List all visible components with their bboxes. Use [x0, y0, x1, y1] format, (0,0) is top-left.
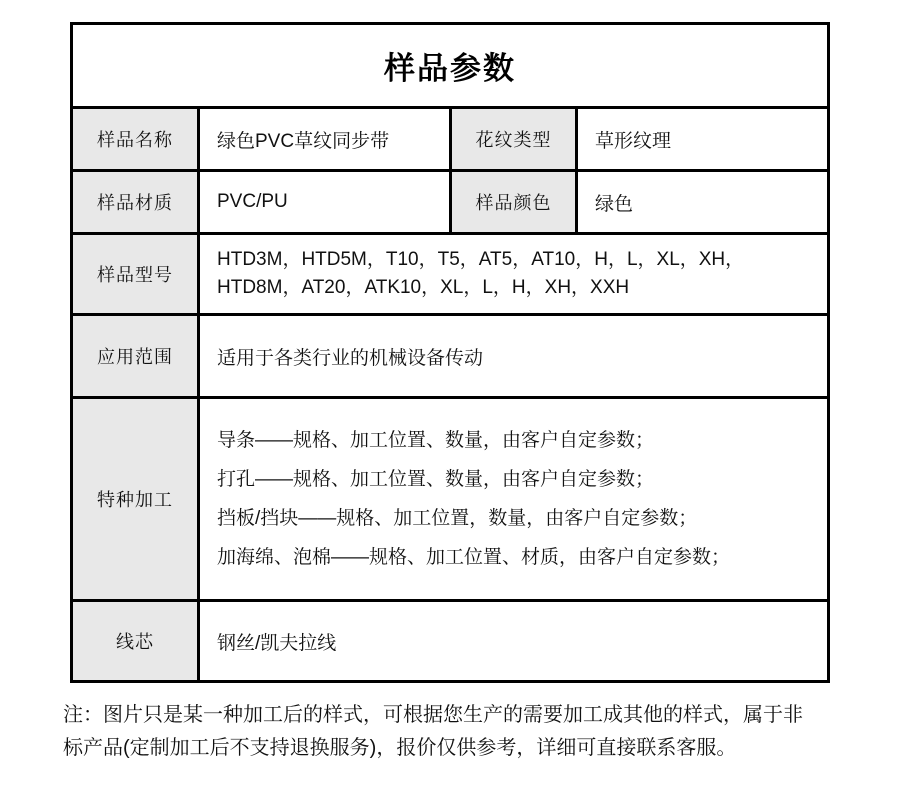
label-special-processing: 特种加工	[73, 399, 197, 599]
label-sample-model: 样品型号	[73, 235, 197, 313]
value-sample-model	[200, 235, 827, 313]
value-special-processing	[200, 399, 827, 599]
note-text	[63, 699, 853, 765]
label-application-scope: 应用范围	[73, 316, 197, 396]
table-title: 样品参数	[73, 25, 827, 106]
processing-line-1: 导条——规格、加工位置、数量，由客户自定参数；	[217, 430, 655, 451]
value-sample-color: 绿色	[578, 172, 827, 232]
value-wire-core: 钢丝/凯夫拉线	[200, 602, 827, 680]
label-sample-material: 样品材质	[73, 172, 197, 232]
label-sample-color: 样品颜色	[452, 172, 575, 232]
value-sample-material: PVC/PU	[200, 172, 449, 232]
label-pattern-type: 花纹类型	[452, 109, 575, 169]
label-wire-core: 线芯	[73, 602, 197, 680]
model-line-2: HTD8M，AT20，ATK10，XL，L，H，XH，XXH	[217, 277, 630, 298]
processing-line-3: 挡板/挡块——规格、加工位置，数量，由客户自定参数；	[217, 508, 698, 529]
value-application-scope: 适用于各类行业的机械设备传动	[200, 316, 827, 396]
note-line-1: 注：图片只是某一种加工后的样式，可根据您生产的需要加工成其他的样式，属于非	[63, 704, 803, 726]
model-line-1: HTD3M，HTD5M，T10，T5，AT5，AT10，H，L，XL，XH，	[217, 249, 745, 270]
value-pattern-type: 草形纹理	[578, 109, 827, 169]
value-sample-name: 绿色PVC草纹同步带	[200, 109, 449, 169]
note-line-2: 标产品(定制加工后不支持退换服务)，报价仅供参考，详细可直接联系客服。	[63, 737, 737, 759]
spec-table	[70, 22, 830, 683]
label-sample-name: 样品名称	[73, 109, 197, 169]
processing-line-2: 打孔——规格、加工位置、数量，由客户自定参数；	[217, 469, 655, 490]
processing-line-4: 加海绵、泡棉——规格、加工位置、材质，由客户自定参数；	[217, 547, 731, 568]
